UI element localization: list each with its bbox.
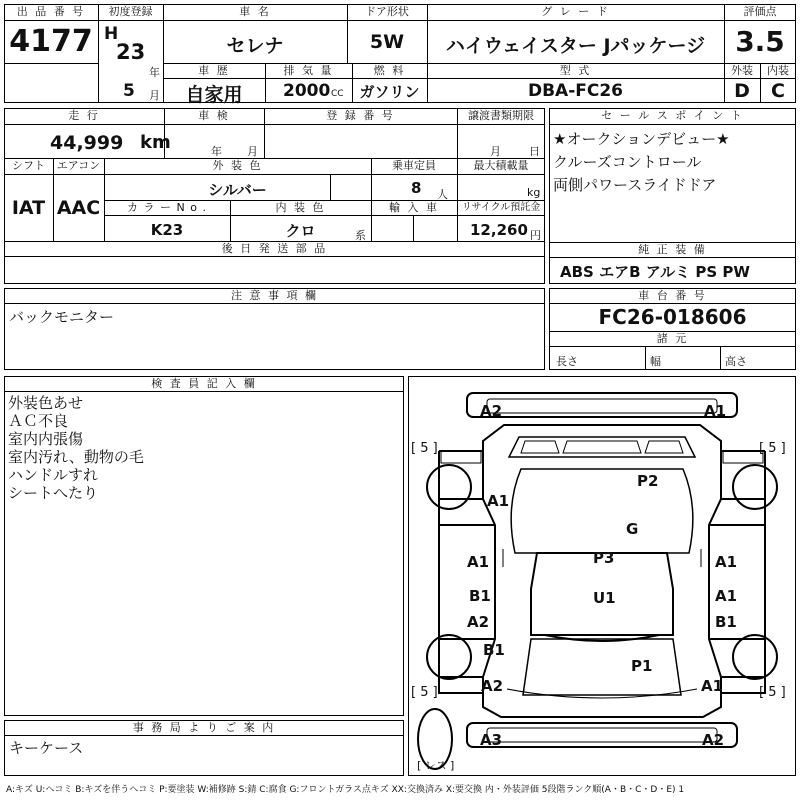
capacity: 8 bbox=[411, 179, 422, 197]
tire-front-right: [ 5 ] bbox=[759, 441, 786, 456]
mark-left-rear-b1: B1 bbox=[483, 641, 505, 659]
inspector-note-4: 室内汚れ、動物の毛 bbox=[8, 448, 144, 466]
first-reg-label: 初度登録 bbox=[108, 5, 153, 18]
model: DBA-FC26 bbox=[527, 81, 624, 101]
mark-left-a2: A2 bbox=[467, 613, 490, 631]
dims-label: 諸 元 bbox=[656, 332, 689, 345]
max-load-label: 最大積載量 bbox=[473, 159, 529, 172]
car-name: セレナ bbox=[226, 35, 284, 57]
notes-label: 注 意 事 項 欄 bbox=[231, 289, 318, 302]
insp-year-unit: 年 bbox=[211, 145, 222, 158]
mark-front-left: A2 bbox=[480, 402, 503, 420]
sales-point-1: ★オークションデビュー★ bbox=[553, 130, 730, 148]
inspector-note-3: 室内内張傷 bbox=[8, 430, 84, 448]
exterior-label: 外装 bbox=[731, 64, 753, 77]
grade: ハイウェイスター Jパッケージ bbox=[445, 35, 706, 57]
inspection-label: 車 検 bbox=[198, 109, 230, 122]
interior-grade: C bbox=[771, 80, 785, 102]
year-unit: 年 bbox=[149, 66, 160, 79]
transfer-label: 譲渡書類期限 bbox=[468, 109, 534, 122]
mark-rear-p1: P1 bbox=[631, 657, 653, 675]
later-parts-label: 後 日 発 送 部 品 bbox=[221, 242, 328, 255]
ac: AAC bbox=[56, 197, 101, 219]
mark-roof-u1: U1 bbox=[593, 589, 616, 607]
chassis-number: FC26-018606 bbox=[598, 305, 747, 329]
height-label: 高さ bbox=[725, 355, 747, 368]
sales-point-3: 両側パワースライドドア bbox=[553, 176, 717, 194]
mark-right-a1: A1 bbox=[715, 587, 738, 605]
equipment-value: ABS エアB アルミ PS PW bbox=[560, 263, 750, 281]
mark-hood: P2 bbox=[637, 472, 659, 490]
recycle-unit: 円 bbox=[530, 229, 541, 242]
int-color: クロ bbox=[285, 222, 316, 240]
mileage-unit: km bbox=[140, 132, 171, 153]
first-reg-month: 5 bbox=[123, 81, 135, 101]
first-reg-year: 23 bbox=[116, 40, 146, 64]
grade-label: グ レ ー ド bbox=[541, 5, 610, 18]
mark-rear-left: A3 bbox=[480, 731, 503, 749]
color-label: 外 装 色 bbox=[212, 159, 263, 172]
capacity-unit: 人 bbox=[437, 188, 448, 201]
mark-right-b1: B1 bbox=[715, 613, 737, 631]
exterior-color: シルバー bbox=[208, 181, 267, 199]
fuel: ガソリン bbox=[359, 83, 420, 101]
displacement-unit: CC bbox=[331, 89, 344, 99]
mark-left-rear-a2: A2 bbox=[481, 677, 504, 695]
model-label: 型 式 bbox=[559, 64, 592, 77]
width-label: 幅 bbox=[650, 355, 661, 368]
lot-no: 4177 bbox=[9, 24, 93, 59]
chassis-label: 車 台 番 号 bbox=[638, 289, 707, 302]
sales-points-label: セ ー ル ス ポ イ ン ト bbox=[601, 109, 744, 122]
capacity-label: 乗車定員 bbox=[392, 159, 436, 172]
mark-right-front-door: A1 bbox=[715, 553, 738, 571]
inspector-note-2: ＡＣ不良 bbox=[8, 412, 69, 430]
insp-month-unit: 月 bbox=[247, 145, 258, 158]
mark-rear-right: A2 bbox=[702, 731, 725, 749]
damage-diagram bbox=[408, 376, 796, 776]
mileage-label: 走 行 bbox=[68, 109, 100, 122]
displacement: 2000 bbox=[283, 81, 331, 101]
interior-label: 内装 bbox=[767, 64, 789, 77]
reg-no-label: 登 録 番 号 bbox=[326, 109, 395, 122]
tire-rear-right: [ 5 ] bbox=[759, 685, 786, 700]
door-type: 5W bbox=[369, 31, 405, 53]
mark-front-right: A1 bbox=[704, 402, 727, 420]
sales-point-2: クルーズコントロール bbox=[553, 153, 702, 171]
office-label: 事 務 局 よ り ご 案 内 bbox=[132, 721, 276, 734]
mark-left-fender: A1 bbox=[487, 492, 510, 510]
inspector-note-6: シートへたり bbox=[8, 484, 99, 502]
int-color-unit: 系 bbox=[355, 229, 366, 242]
mark-glass: G bbox=[626, 520, 639, 538]
color-no: K23 bbox=[150, 221, 184, 239]
tire-front-left: [ 5 ] bbox=[411, 441, 438, 456]
lot-no-label: 出 品 番 号 bbox=[16, 5, 86, 18]
tire-rear-left: [ 5 ] bbox=[411, 685, 438, 700]
recycle-label: リサイクル預託金 bbox=[461, 202, 541, 213]
history-label: 車 歴 bbox=[198, 64, 230, 77]
shift: IAT bbox=[11, 197, 46, 219]
displacement-label: 排 気 量 bbox=[283, 64, 334, 77]
month-unit: 月 bbox=[149, 89, 160, 102]
office-value: キーケース bbox=[9, 739, 84, 757]
import-label: 輸 入 車 bbox=[389, 201, 439, 214]
transfer-day: 日 bbox=[529, 145, 540, 158]
exterior-grade: D bbox=[734, 80, 750, 102]
car-name-label: 車 名 bbox=[239, 5, 271, 18]
score: 3.5 bbox=[735, 25, 785, 58]
history: 自家用 bbox=[185, 84, 243, 106]
equipment-label: 純 正 装 備 bbox=[638, 243, 707, 256]
notes-value: バックモニター bbox=[9, 308, 115, 326]
max-load-unit: kg bbox=[527, 186, 541, 199]
mark-left-front-door: A1 bbox=[467, 553, 490, 571]
fuel-label: 燃 料 bbox=[373, 64, 406, 77]
shift-label: シフト bbox=[12, 159, 45, 172]
era: H bbox=[104, 24, 119, 44]
recycle-fee: 12,260 bbox=[470, 221, 528, 239]
inspector-note-5: ハンドルすれ bbox=[8, 466, 99, 484]
length-label: 長さ bbox=[556, 355, 578, 368]
tire-spare: [ レス ] bbox=[417, 759, 455, 772]
ac-label: エアコン bbox=[56, 159, 101, 172]
mark-roof-p3: P3 bbox=[593, 549, 615, 567]
mark-right-rear-a1: A1 bbox=[701, 677, 724, 695]
mileage: 44,999 bbox=[50, 132, 124, 154]
color-no-label: カ ラ ー N o . bbox=[127, 201, 207, 214]
inspector-note-1: 外装色あせ bbox=[8, 394, 84, 412]
int-color-label: 内 装 色 bbox=[275, 201, 326, 214]
inspector-label: 検 査 員 記 入 欄 bbox=[151, 377, 257, 390]
legend: A:キズ U:ヘコミ B:キズを伴うヘコミ P:要塗装 W:補修跡 S:錆 C:腐食 G:フロントガラス点キズ XX:交換済み X:要交換 内・外装評価 5段階ランク順(A・B・C・D・E) 1 bbox=[6, 785, 685, 795]
mark-left-b1: B1 bbox=[469, 587, 491, 605]
door-label: ドア形状 bbox=[365, 5, 409, 18]
score-label: 評価点 bbox=[743, 5, 777, 18]
transfer-month: 月 bbox=[490, 145, 501, 158]
car-outline-icon bbox=[409, 377, 795, 775]
